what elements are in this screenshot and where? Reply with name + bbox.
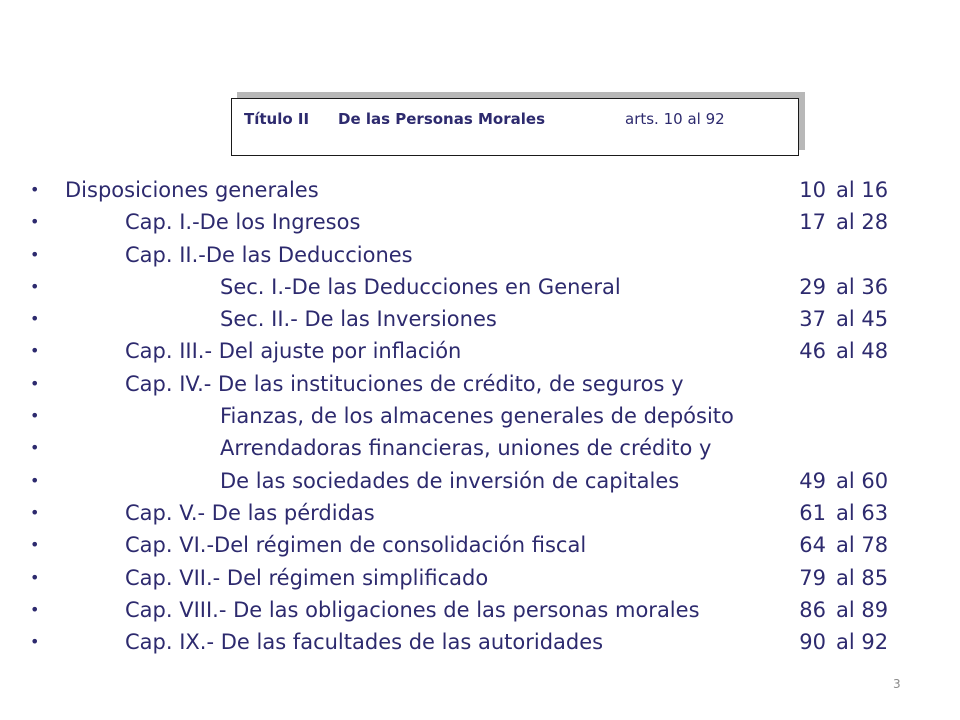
item-text: Cap. VI.-Del régimen de consolidación fiscal — [125, 533, 587, 558]
article-to: al 78 — [836, 533, 889, 558]
title-name: De las Personas Morales — [338, 110, 546, 128]
bullet: • — [30, 212, 40, 232]
article-to: al 63 — [836, 500, 889, 525]
bullet: • — [30, 535, 40, 555]
bullet: • — [30, 341, 40, 361]
item-text: Fianzas, de los almacenes generales de depósito — [220, 404, 734, 429]
bullet: • — [30, 502, 40, 522]
article-from: 10 — [799, 178, 826, 202]
item-text: Disposiciones generales — [65, 178, 319, 202]
article-from: 46 — [799, 339, 826, 364]
article-to: al 89 — [836, 597, 889, 622]
title-articles: arts. 10 al 92 — [625, 110, 725, 128]
item-text: Cap. VIII.- De las obligaciones de las personas morales — [125, 597, 700, 622]
article-to: al 92 — [836, 630, 889, 655]
bullet: • — [30, 406, 40, 426]
list-item — [0, 432, 960, 464]
list-item — [0, 206, 960, 238]
article-to: al 48 — [836, 339, 889, 364]
item-text: De las sociedades de inversión de capitales — [220, 468, 680, 493]
bullet: • — [30, 180, 40, 199]
article-to: al 85 — [836, 565, 889, 590]
page-number: 3 — [893, 677, 901, 691]
list-item — [0, 271, 960, 303]
contents-list — [0, 174, 960, 658]
item-text: Cap. V.- De las pérdidas — [125, 500, 375, 525]
bullet: • — [30, 276, 40, 296]
list-item — [0, 239, 960, 271]
list-item — [0, 594, 960, 626]
item-text: Sec. II.- De las Inversiones — [220, 307, 497, 332]
title-box — [231, 98, 799, 156]
article-from: 37 — [799, 307, 826, 332]
article-to: al 60 — [836, 468, 889, 493]
bullet: • — [30, 438, 40, 458]
list-item — [0, 400, 960, 432]
article-from: 86 — [799, 597, 826, 622]
list-item — [0, 626, 960, 658]
article-to: al 45 — [836, 307, 889, 332]
article-to: al 16 — [836, 178, 889, 202]
article-from: 79 — [799, 565, 826, 590]
item-text: Cap. II.-De las Deducciones — [125, 242, 413, 267]
list-item — [0, 465, 960, 497]
article-from: 90 — [799, 630, 826, 655]
article-from: 61 — [799, 500, 826, 525]
article-from: 17 — [799, 210, 826, 235]
title-label: Título II — [244, 110, 310, 128]
list-item — [0, 303, 960, 335]
item-text: Cap. IV.- De las instituciones de crédito, de seguros y — [125, 371, 684, 396]
item-text: Cap. I.-De los Ingresos — [125, 210, 361, 235]
item-text: Cap. IX.- De las facultades de las autoridades — [125, 630, 604, 655]
article-to: al 28 — [836, 210, 889, 235]
list-item — [0, 368, 960, 400]
item-text: Arrendadoras financieras, uniones de crédito y — [220, 436, 712, 461]
bullet: • — [30, 632, 40, 652]
list-item — [0, 529, 960, 561]
list-item — [0, 335, 960, 367]
bullet: • — [30, 599, 40, 619]
list-item — [0, 562, 960, 594]
article-from: 49 — [799, 468, 826, 493]
bullet: • — [30, 373, 40, 393]
article-to: al 36 — [836, 274, 889, 299]
article-from: 64 — [799, 533, 826, 558]
item-text: Cap. VII.- Del régimen simplificado — [125, 565, 489, 590]
item-text: Sec. I.-De las Deducciones en General — [220, 274, 621, 299]
item-text: Cap. III.- Del ajuste por inflación — [125, 339, 462, 364]
bullet: • — [30, 470, 40, 490]
article-from: 29 — [799, 274, 826, 299]
list-item — [0, 174, 960, 206]
bullet: • — [30, 309, 40, 329]
bullet: • — [30, 567, 40, 587]
bullet: • — [30, 244, 40, 264]
list-item — [0, 497, 960, 529]
